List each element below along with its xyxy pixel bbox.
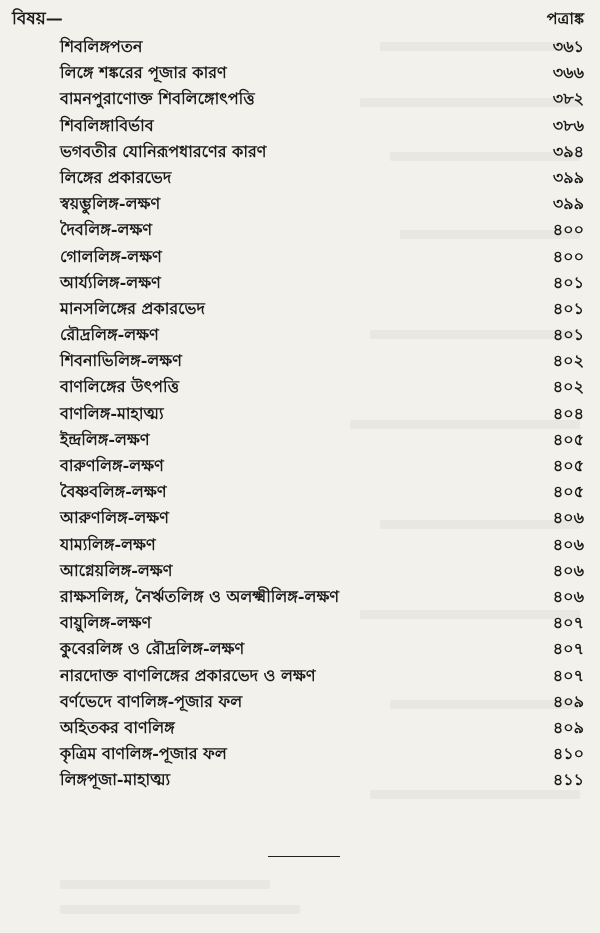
toc-entry <box>0 86 600 112</box>
toc-entry-page: ৪০৭ <box>552 639 584 659</box>
toc-entry <box>0 322 600 348</box>
toc-entry-page: ৪০৫ <box>552 429 584 449</box>
toc-entry <box>0 610 600 636</box>
toc-entry <box>0 348 600 374</box>
toc-entry <box>0 741 600 767</box>
toc-entry <box>0 270 600 296</box>
toc-entry-page: ৪০০ <box>552 220 584 240</box>
bleed-through-line <box>60 880 270 889</box>
toc-entry <box>0 427 600 453</box>
toc-entry-title: বারুণলিঙ্গ-লক্ষণ <box>60 456 164 475</box>
toc-entry-page: ৪০৫ <box>552 456 584 475</box>
toc-entry-title: গোললিঙ্গ-লক্ষণ <box>60 246 162 266</box>
toc-entry <box>0 689 600 715</box>
toc-entry <box>0 60 600 86</box>
toc-entry <box>0 374 600 400</box>
toc-entry-page: ৪০২ <box>552 377 584 397</box>
toc-entry-page: ৪০১ <box>552 272 584 292</box>
toc-entry-title: ভগবতীর যোনিরূপধারণের কারণ <box>60 141 267 161</box>
toc-entry <box>0 165 600 191</box>
bleed-through-line <box>60 905 300 914</box>
toc-entry <box>0 296 600 322</box>
toc-entry-title: কৃত্রিম বাণলিঙ্গ-পূজার ফল <box>60 744 227 764</box>
toc-entry-title: বামনপুরাণোক্ত শিবলিঙ্গোৎপত্তি <box>60 89 255 109</box>
toc-entry-title: বর্ণভেদে বাণলিঙ্গ-পূজার ফল <box>60 691 243 711</box>
toc-list <box>0 34 600 793</box>
toc-entry <box>0 532 600 558</box>
toc-entry-title: শিবলিঙ্গপতন <box>60 37 143 56</box>
toc-entry <box>0 191 600 217</box>
toc-entry-page: ৪০৫ <box>552 482 584 502</box>
toc-entry <box>0 715 600 741</box>
toc-entry-page: ৩৬১ <box>552 37 584 56</box>
section-divider <box>268 856 340 857</box>
toc-entry-page: ৪০৯ <box>552 717 584 737</box>
toc-entry-page: ৩৬৬ <box>552 63 584 83</box>
toc-entry <box>0 767 600 793</box>
toc-entry <box>0 663 600 689</box>
toc-entry-page: ৪১০ <box>552 744 584 764</box>
toc-entry-page: ৪০৬ <box>552 560 584 580</box>
toc-entry-page: ৪০১ <box>552 325 584 345</box>
page-number-heading: পত্রাঙ্ক <box>546 9 584 28</box>
subject-heading: বিষয়— <box>12 9 63 29</box>
toc-entry-title: যাম্যলিঙ্গ-লক্ষণ <box>60 534 156 554</box>
toc-entry-title: বৈষ্ণবলিঙ্গ-লক্ষণ <box>60 482 167 502</box>
toc-entry <box>0 584 600 610</box>
toc-entry <box>0 139 600 165</box>
toc-entry-title: আগ্নেয়লিঙ্গ-লক্ষণ <box>60 560 173 580</box>
toc-entry-title: দৈবলিঙ্গ-লক্ষণ <box>60 220 153 240</box>
toc-entry-page: ৪১১ <box>552 770 584 790</box>
toc-entry-page: ৪০২ <box>552 351 584 371</box>
toc-entry <box>0 34 600 60</box>
toc-entry-page: ৪০৯ <box>552 691 584 711</box>
toc-entry-title: বাণলিঙ্গ-মাহাত্ম্য <box>60 403 164 423</box>
toc-entry-title: অহিতকর বাণলিঙ্গ <box>60 717 175 737</box>
toc-entry-title: বাণলিঙ্গের উৎপত্তি <box>60 377 180 397</box>
toc-entry <box>0 636 600 662</box>
toc-entry-page: ৪০৭ <box>552 665 584 685</box>
toc-entry-title: মানসলিঙ্গের প্রকারভেদ <box>60 298 205 318</box>
toc-entry-title: স্বয়ম্ভুলিঙ্গ-লক্ষণ <box>60 194 161 214</box>
toc-entry-page: ৪০৬ <box>552 586 584 606</box>
toc-entry <box>0 558 600 584</box>
toc-entry-page: ৩৯৪ <box>552 141 584 161</box>
toc-entry-page: ৪০৬ <box>552 508 584 528</box>
toc-entry <box>0 453 600 479</box>
toc-entry-title: রৌদ্রলিঙ্গ-লক্ষণ <box>60 325 159 345</box>
toc-entry <box>0 505 600 531</box>
toc-entry-title: শিবলিঙ্গাবির্ভাব <box>60 115 154 135</box>
toc-entry-page: ৩৮২ <box>552 89 584 109</box>
toc-header <box>12 6 584 30</box>
toc-entry-title: নারদোক্ত বাণলিঙ্গের প্রকারভেদ ও লক্ষণ <box>60 665 316 685</box>
toc-entry-title: আরুণলিঙ্গ-লক্ষণ <box>60 508 169 528</box>
toc-entry-title: লিঙ্গের প্রকারভেদ <box>60 167 172 187</box>
toc-entry-page: ৩৮৬ <box>552 115 584 135</box>
toc-entry <box>0 401 600 427</box>
toc-entry-title: রাক্ষসলিঙ্গ, নৈর্ঋতলিঙ্গ ও অলক্ষ্মীলিঙ্গ-লক্ষণ <box>60 586 340 606</box>
toc-entry-title: শিবনাভিলিঙ্গ-লক্ষণ <box>60 351 182 371</box>
toc-entry-title: ইন্দ্রলিঙ্গ-লক্ষণ <box>60 429 150 449</box>
toc-entry-page: ৪০৪ <box>552 403 584 423</box>
toc-entry-page: ৩৯৯ <box>552 167 584 187</box>
toc-entry-title: লিঙ্গে শঙ্করের পূজার কারণ <box>60 63 227 83</box>
toc-entry-title: কুবেরলিঙ্গ ও রৌদ্রলিঙ্গ-লক্ষণ <box>60 639 245 659</box>
toc-entry-page: ৪০১ <box>552 298 584 318</box>
toc-entry <box>0 479 600 505</box>
toc-entry-title: বায়ুলিঙ্গ-লক্ষণ <box>60 613 152 633</box>
toc-entry-page: ৪০০ <box>552 246 584 266</box>
toc-entry-page: ৪০৬ <box>552 534 584 554</box>
toc-entry <box>0 217 600 243</box>
toc-entry <box>0 244 600 270</box>
toc-entry-page: ৪০৭ <box>552 613 584 633</box>
toc-entry-title: লিঙ্গপূজা-মাহাত্ম্য <box>60 770 171 790</box>
toc-entry-page: ৩৯৯ <box>552 194 584 214</box>
toc-entry-title: আর্য্যলিঙ্গ-লক্ষণ <box>60 272 161 292</box>
toc-entry <box>0 113 600 139</box>
